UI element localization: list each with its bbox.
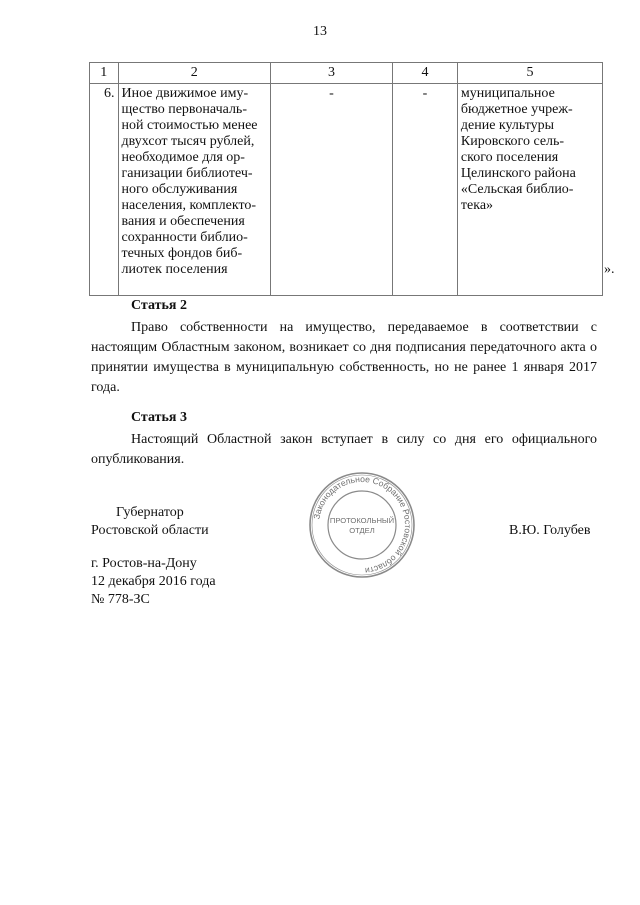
table-row <box>90 84 603 296</box>
signatory-position-line2: Ростовской области <box>91 523 209 538</box>
property-name-line: лиотек поселения <box>121 262 228 277</box>
signatory-name: В.Ю. Голубев <box>509 523 591 538</box>
stamp-outer-ring <box>310 473 414 577</box>
header-col-5: 5 <box>457 63 602 84</box>
article-2-text: Право собственности на имущество, передаваемое в соответствии с настоящим Областным законом, возникает со дня подписания передаточного акта о принятии имущества в муниципальную собственность, но не ранее 1 января 2017 года. <box>91 320 597 395</box>
row-number: 6. <box>90 84 119 296</box>
property-name-line: необходимое для ор- <box>121 150 245 165</box>
recipient <box>457 84 602 296</box>
article-2-title: Статья 2 <box>131 298 187 313</box>
recipient-line: тека» <box>460 198 494 213</box>
closing-quote-mark: ». <box>604 262 615 277</box>
property-name-line: Иное движимое иму- <box>121 86 249 101</box>
signatory-position-line1: Губернатор <box>116 505 184 520</box>
cell-col-4: - <box>393 84 458 296</box>
recipient-line: Целинского района <box>460 166 576 181</box>
recipient-line: «Сельская библио- <box>460 182 574 197</box>
property-name-line: течных фондов биб- <box>121 246 243 261</box>
page-number: 13 <box>313 24 327 39</box>
signing-city: г. Ростов-на-Дону <box>91 556 197 571</box>
table-header-row <box>90 63 603 84</box>
stamp-inner-line2: ОТДЕЛ <box>349 526 375 535</box>
recipient-line: ского поселения <box>460 150 559 165</box>
stamp-inner-ring <box>328 491 396 559</box>
recipient-line: Кировского сель- <box>460 134 565 149</box>
property-name-line: сохранности библио- <box>121 230 248 245</box>
law-number: № 778-ЗС <box>91 592 150 607</box>
stamp-outer-text: Законодательное Собрание Ростовской области <box>311 473 414 576</box>
stamp-inner-line1: ПРОТОКОЛЬНЫЙ <box>329 516 395 525</box>
article-3-title: Статья 3 <box>131 410 187 425</box>
header-col-2: 2 <box>118 63 270 84</box>
property-name-line: вания и обеспечения <box>121 214 245 229</box>
property-name <box>118 84 270 296</box>
property-table <box>89 62 603 296</box>
recipient-line: бюджетное учреж- <box>460 102 573 117</box>
recipient-line: дение культуры <box>460 118 555 133</box>
recipient-line: муниципальное <box>460 86 555 101</box>
property-name-line: ного обслуживания <box>121 182 238 197</box>
header-col-1: 1 <box>90 63 119 84</box>
header-col-3: 3 <box>270 63 392 84</box>
property-name-line: двухсот тысяч рублей, <box>121 134 255 149</box>
article-3-text: Настоящий Областной закон вступает в силу со дня его официального опубликования. <box>91 432 597 467</box>
header-col-4: 4 <box>393 63 458 84</box>
property-name-line: ной стоимостью менее <box>121 118 258 133</box>
property-name-line: ганизации библиотеч- <box>121 166 253 181</box>
property-name-line: щество первоначаль- <box>121 102 247 117</box>
official-stamp <box>307 470 417 580</box>
property-name-line: населения, комплекто- <box>121 198 257 213</box>
signing-date: 12 декабря 2016 года <box>91 574 216 589</box>
cell-col-3: - <box>270 84 392 296</box>
